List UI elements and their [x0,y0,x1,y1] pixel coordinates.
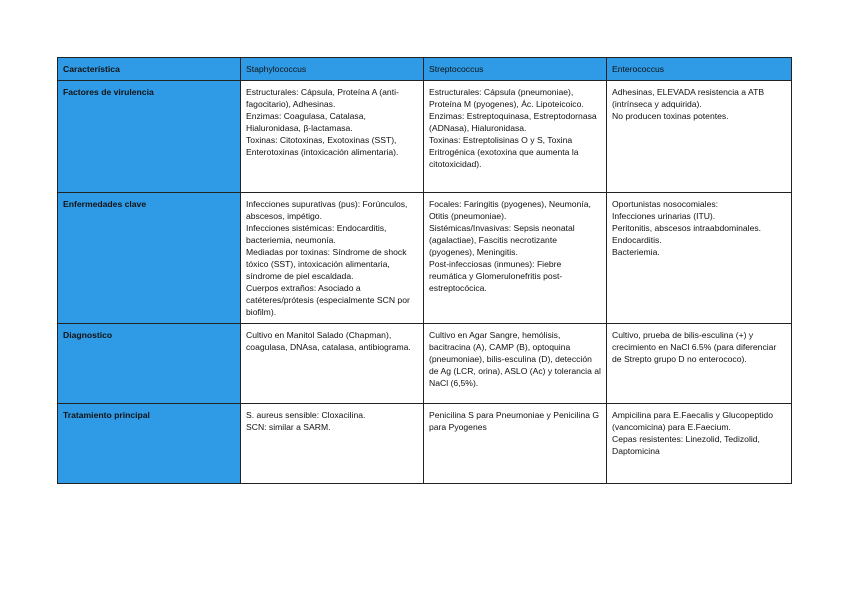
table-cell: Ampicilina para E.Faecalis y Glucopeptido (vancomicina) para E.Faecium. Cepas resistentes: Linezolid, Tedizolid, Daptomicina [607,404,792,484]
header-cell-streptococcus: Streptococcus [424,58,607,81]
table-row [58,193,792,324]
header-cell-caracteristica: Característica [58,58,241,81]
row-label-enfermedades-clave: Enfermedades clave [58,193,241,324]
table-cell: Cultivo, prueba de bilis-esculina (+) y crecimiento en NaCl 6.5% (para diferenciar de Strepto grupo D no enterococo). [607,324,792,404]
row-label-factores-virulencia: Factores de virulencia [58,81,241,193]
table-cell: Focales: Faringitis (pyogenes), Neumonía, Otitis (pneumoniae). Sistémicas/Invasivas: Sepsis neonatal (agalactiae), Fascitis necrotizante (pyogenes), Meningitis. Post-infecciosas (inmunes): Fiebre reumática y Glomerulonefritis post-estreptocócica. [424,193,607,324]
header-cell-enterococcus: Enterococcus [607,58,792,81]
table-cell: Estructurales: Cápsula, Proteína A (anti- fagocitario), Adhesinas. Enzimas: Coagulasa, Catalasa, Hialuronidasa, β-lactamasa. Toxinas: Citotoxinas, Exotoxinas (SST), Enterotoxinas (intoxicación alimentaria). [241,81,424,193]
row-label-tratamiento-principal: Tratamiento principal [58,404,241,484]
comparison-table [57,57,792,484]
table-cell: Cultivo en Agar Sangre, hemólisis, bacitracina (A), CAMP (B), optoquina (pneumoniae), bilis-esculina (D), detección de Ag (LCR, orina), ASLO (Ac) y tolerancia al NaCl (6,5%). [424,324,607,404]
table-cell: Penicilina S para Pneumoniae y Penicilina G para Pyogenes [424,404,607,484]
table-cell: Adhesinas, ELEVADA resistencia a ATB (intrínseca y adquirida). No producen toxinas potentes. [607,81,792,193]
header-cell-staphylococcus: Staphylococcus [241,58,424,81]
table-cell: Cultivo en Manitol Salado (Chapman), coagulasa, DNAsa, catalasa, antibiograma. [241,324,424,404]
table-cell: Infecciones supurativas (pus): Forúnculos, abscesos, impétigo. Infecciones sistémicas: Endocarditis, bacteriemia, neumonía. Mediadas por toxinas: Síndrome de shock tóxico (SST), intoxicación alimentaria, síndrome de piel escaldada. Cuerpos extraños: Asociado a catéteres/prótesis (especialmente SCN por biofilm). [241,193,424,324]
table-header-row [58,58,792,81]
table-cell: Estructurales: Cápsula (pneumoniae), Proteína M (pyogenes), Ác. Lipoteicoico. Enzimas: Estreptoquinasa, Estreptodornasa (ADNasa), Hialuronidasa. Toxinas: Estreptolisinas O y S, Toxina Eritrogénica (exotoxina que aumenta la citotoxicidad). [424,81,607,193]
row-label-diagnostico: Diagnostico [58,324,241,404]
table-cell: Oportunistas nosocomiales: Infecciones urinarias (ITU). Peritonitis, abscesos intraabdominales. Endocarditis. Bacteriemia. [607,193,792,324]
table-cell: S. aureus sensible: Cloxacilina. SCN: similar a SARM. [241,404,424,484]
table-row [58,81,792,193]
table-row [58,404,792,484]
table-row [58,324,792,404]
